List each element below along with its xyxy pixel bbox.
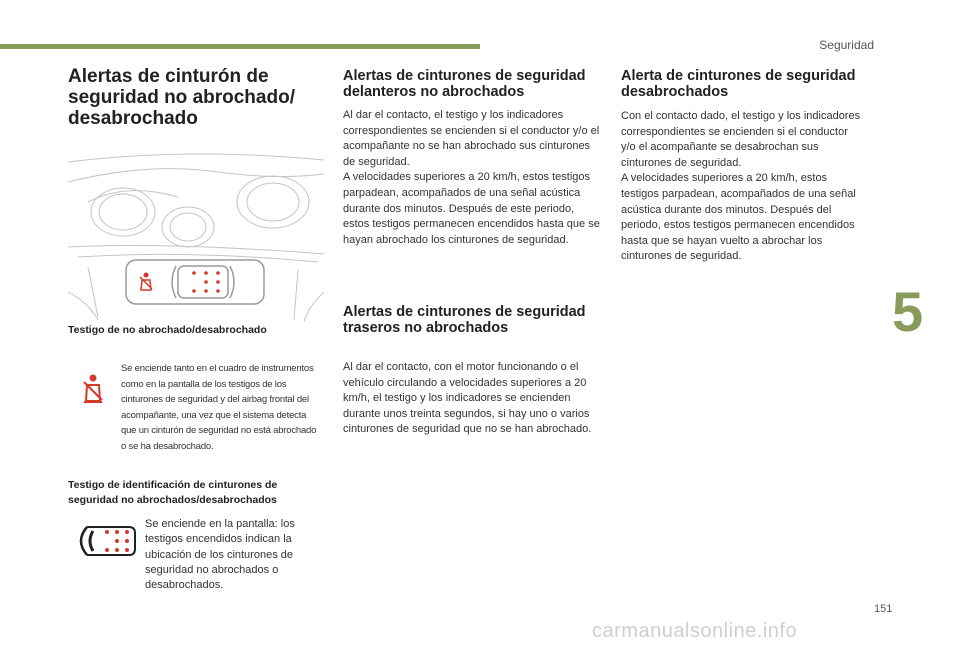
car-seatbelt-indicator-icon	[73, 523, 137, 559]
col2-rear-body	[343, 360, 601, 438]
col3-para-2: A velocidades superiores a 20 km/h, estos testigos parpadean, acompañados de una señal acústica durante dos minutos. Después del periodo, estos testigos permanecen encendidos hasta que se hayan vuelto a abrochar los cinturones de seguridad.	[621, 172, 856, 263]
column-1	[68, 66, 320, 129]
col1-title: Alertas de cinturón de seguridad no abrochado/ desabrochado	[68, 66, 295, 129]
header-accent-bar	[0, 44, 480, 49]
col2-para-rear: Al dar el contacto, con el motor funcionando o el vehículo circulando a velocidades superiores a 20 km/h, el testigo y los indicadores se encienden durante unos treinta segundos, si hay uno o varios cinturones de seguridad que no se han abrochado.	[343, 361, 592, 436]
col2-para-front-2: A velocidades superiores a 20 km/h, estos testigos parpadean, acompañados de una señal acústica durante dos minutos. Después de este periodo, estos testigos permanecen encendidos hasta que se hayan abrochado los cinturones de seguridad.	[343, 171, 600, 246]
dashboard-drawing	[68, 142, 324, 322]
page-number: 151	[874, 603, 893, 615]
seatbelt-warning-icon	[82, 374, 104, 404]
col2-para-front-1: Al dar el contacto, el testigo y los indicadores correspondientes se encienden si el conductor y/o el acompañante no se han abrochado sus cinturones de seguridad.	[343, 109, 600, 168]
col3-para-1: Con el contacto dado, el testigo y los indicadores correspondientes se encienden si el conductor y/o el acompañante se desabrochan sus cinturones de seguridad.	[621, 110, 861, 169]
col3-title: Alerta de cinturones de seguridad desabrochados	[621, 68, 856, 100]
col2-rear-heading-block	[343, 304, 601, 336]
watermark: carmanualsonline.info	[592, 620, 798, 642]
chapter-number: 5	[892, 280, 924, 343]
figure-caption: Testigo de no abrochado/desabrochado	[68, 324, 267, 336]
identification-description: Se enciende en la pantalla: los testigos encendidos indican la ubicación de los cinturones de seguridad no abrochados o desabrochados.	[145, 518, 295, 592]
column-3	[621, 68, 865, 265]
section-label: Seguridad	[819, 38, 874, 52]
col2-title-front: Alertas de cinturones de seguridad delanteros no abrochados	[343, 68, 586, 100]
dashboard-illustration	[68, 142, 324, 322]
col2-title-rear: Alertas de cinturones de seguridad traseros no abrochados	[343, 304, 586, 336]
identification-caption: Testigo de identificación de cinturones de seguridad no abrochados/desabrochados	[68, 479, 278, 506]
column-2	[343, 68, 601, 248]
warning-description: Se enciende tanto en el cuadro de instrumentos como en la pantalla de los testigos de los cinturones de seguridad y del airbag frontal del acompañante, una vez que el sistema detecta que un cinturón de seguridad no está abrochado o se ha desabrochado.	[121, 363, 317, 452]
